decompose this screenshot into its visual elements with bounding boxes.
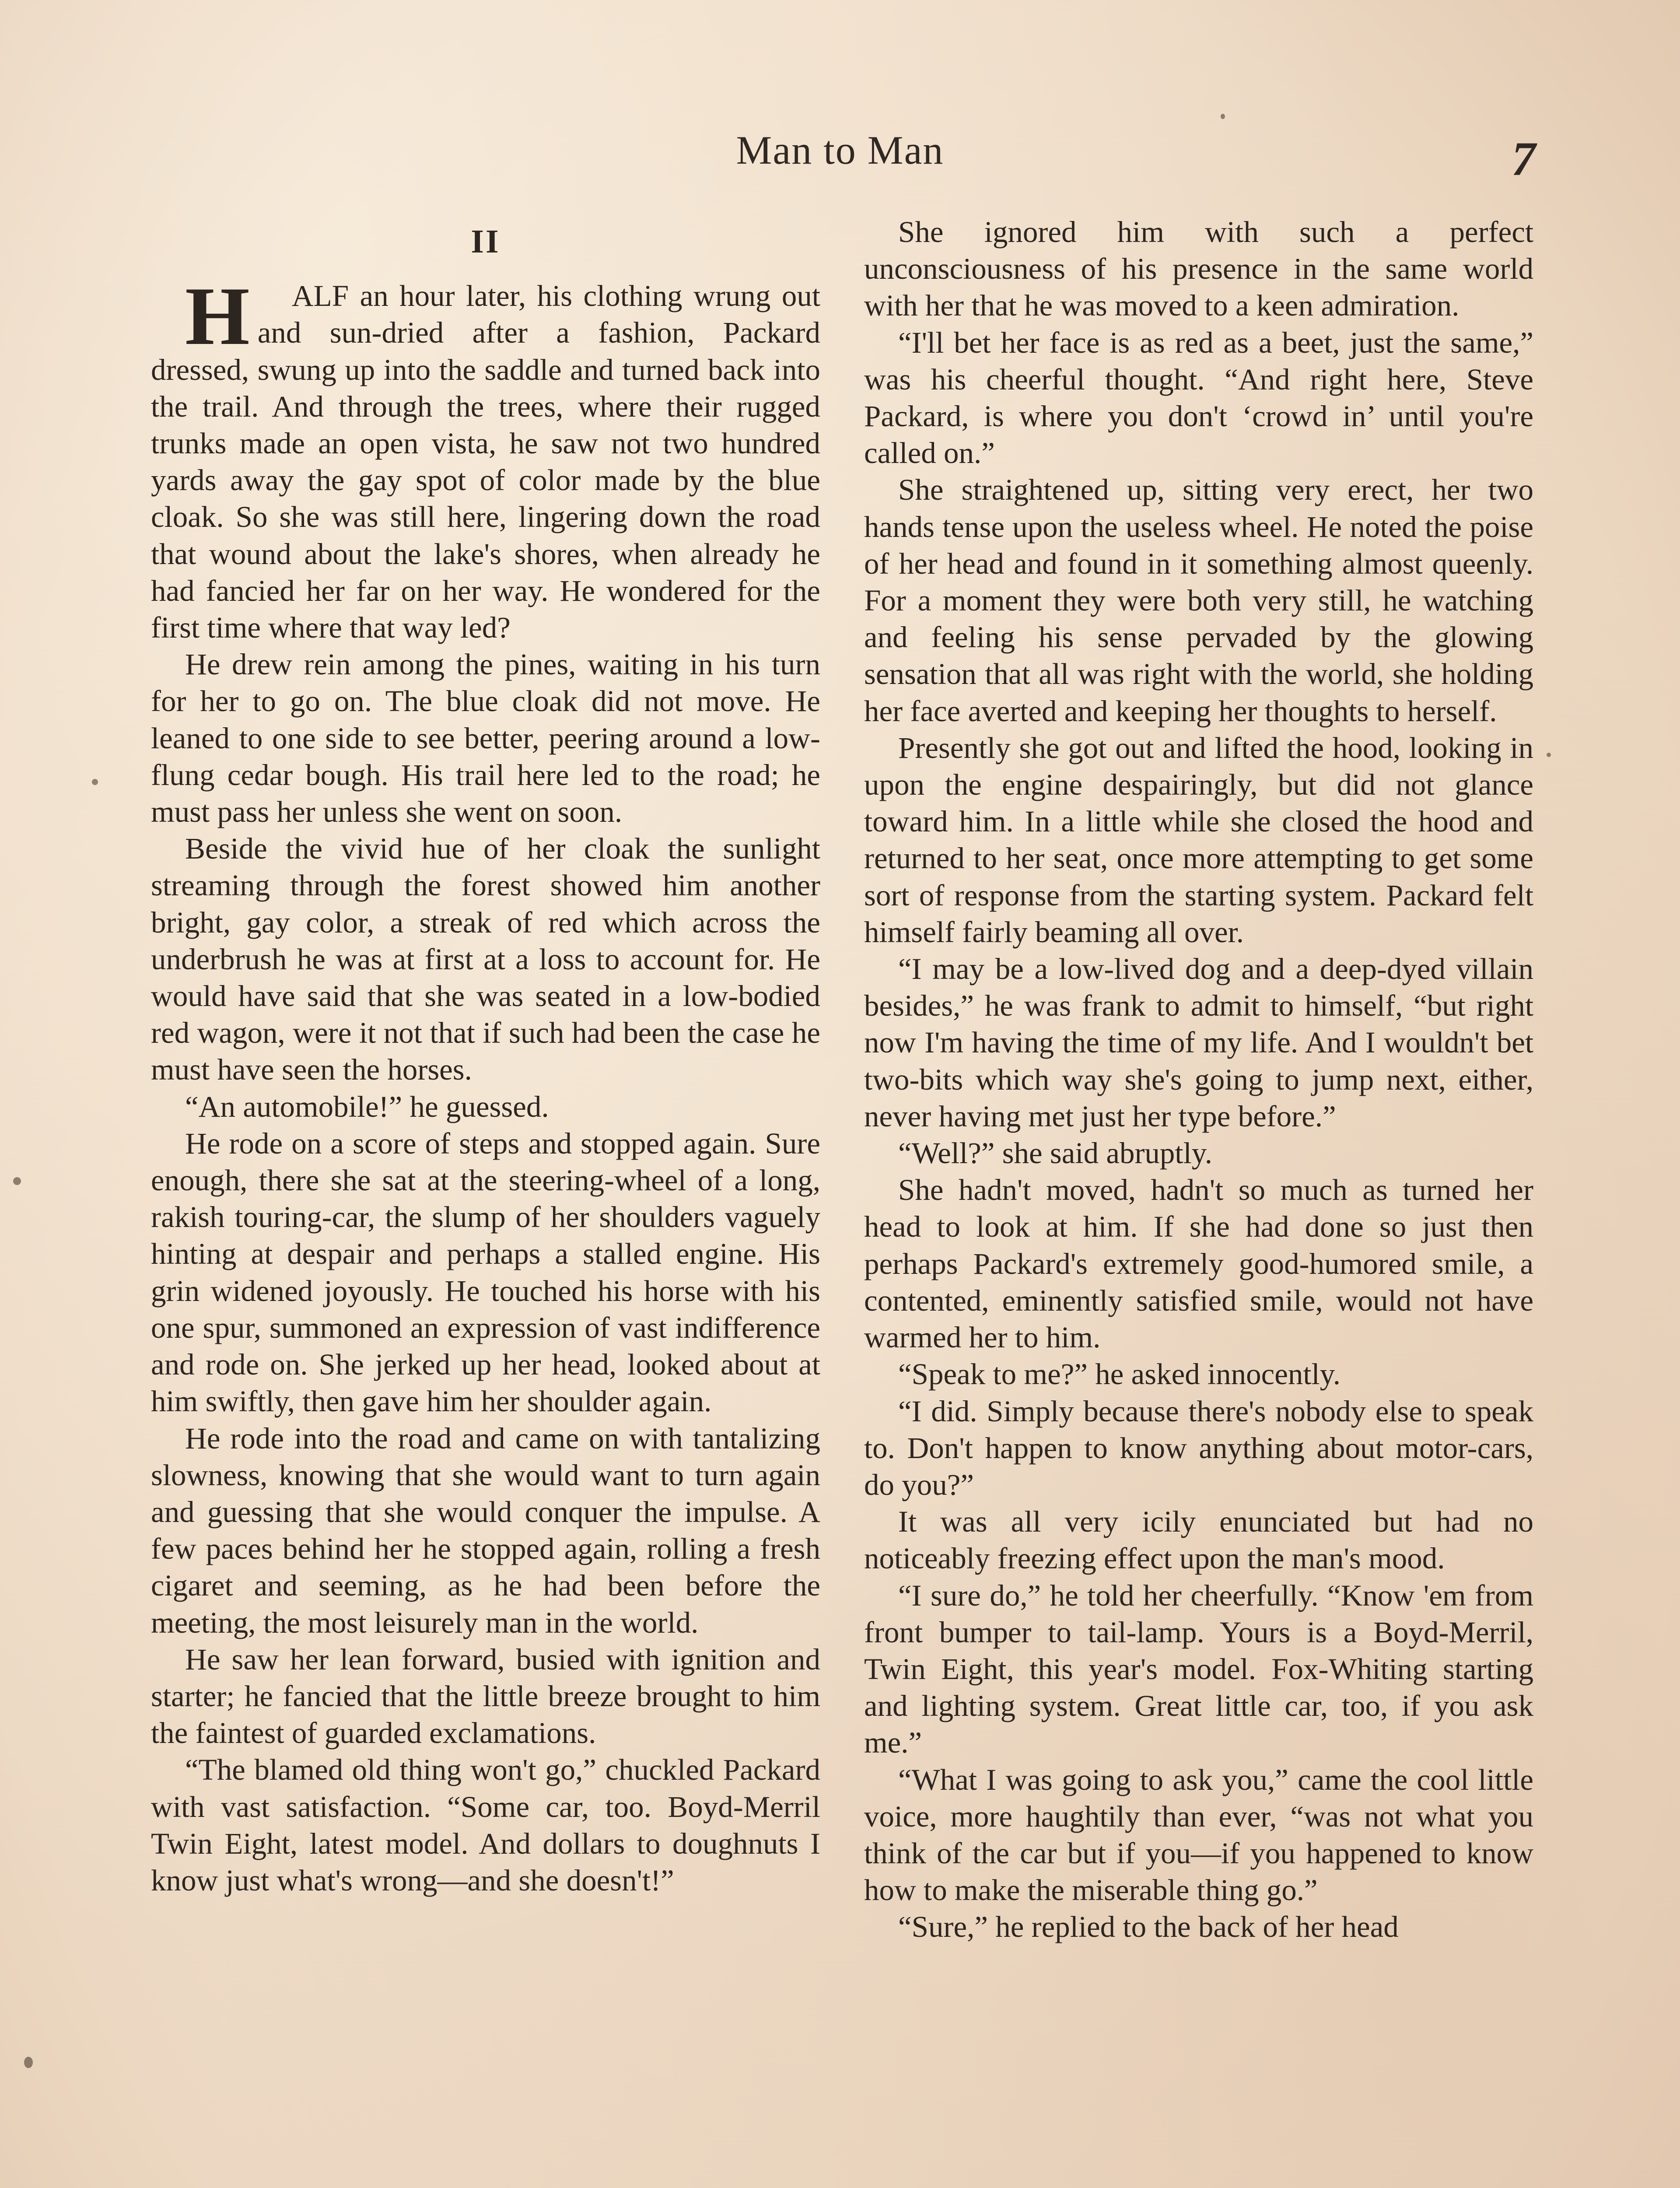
paper-speck — [24, 2057, 33, 2068]
paragraph: “What I was going to ask you,” came the cool little voice, more haughtily than ever, “was not what you think of the car but if you—if you happened to know how to make the miserable thing go.” — [864, 1763, 1533, 1907]
paper-speck — [1221, 114, 1225, 119]
paragraph: “Well?” she said abruptly. — [898, 1136, 1213, 1170]
paragraph: “Speak to me?” he asked innocently. — [898, 1357, 1340, 1391]
paragraph: “I may be a low-lived dog and a deep-dyed villain besides,” he was frank to admit to himself, “but right now I'm having the time of my life. And I wouldn't bet two-bits which way she's going to jump next, either, never having met just her type before.” — [864, 952, 1533, 1133]
section-number: II — [471, 223, 500, 260]
paragraph — [151, 270, 820, 646]
paper-speck — [13, 1177, 21, 1185]
paragraph: “The blamed old thing won't go,” chuckled Packard with vast satisfaction. “Some car, too. Boyd-Merril Twin Eight, latest model. And dollars to doughnuts I know just what's wrong—and she doesn't!” — [151, 1753, 820, 1897]
paragraph: It was all very icily enunciated but had no noticeably freezing effect upon the man's mood. — [864, 1505, 1533, 1575]
left-column — [151, 214, 820, 1899]
paragraph: “An automobile!” he guessed. — [185, 1090, 549, 1123]
paragraph: “Sure,” he replied to the back of her head — [898, 1910, 1399, 1944]
paragraph: He drew rein among the pines, waiting in his turn for her to go on. The blue cloak did not move. He leaned to one side to see better, peering around a low-flung cedar bough. His trail here led to the road; he must pass her unless she went on soon. — [151, 648, 820, 829]
paragraph: She ignored him with such a perfect unconsciousness of his presence in the same world with her that he was moved to a keen admiration. — [864, 215, 1533, 323]
paper-speck — [1547, 753, 1551, 757]
paragraph: She hadn't moved, hadn't so much as turned her head to look at him. If she had done so just then perhaps Packard's extremely good-humored smile, a contented, eminently satisfied smile, would not have warmed her to him. — [864, 1173, 1533, 1354]
paragraph: He rode on a score of steps and stopped again. Sure enough, there she sat at the steering-wheel of a long, rakish touring-car, the slump of her shoulders vaguely hinting at despair and perhaps a stalled engine. His grin widened joyously. He touched his horse with his one spur, summoned an expression of vast indifference and rode on. She jerked up her head, looked about at him swiftly, then gave him her shoulder again. — [151, 1126, 820, 1418]
paragraph: He rode into the road and came on with tantalizing slowness, knowing that she would want to turn again and guessing that she would conquer the impulse. A few paces behind her he stopped again, rolling a fresh cigaret and seeming, as he had been before the meeting, the most leisurely man in the world. — [151, 1421, 820, 1639]
paragraph: He saw her lean forward, busied with ignition and starter; he fancied that the little breeze brought to him the faintest of guarded exclamations. — [151, 1642, 820, 1750]
paragraph: Presently she got out and lifted the hood, looking in upon the engine despairingly, but did not glance toward him. In a little while she closed the hood and returned to her seat, once more attempting to get some sort of response from the starting system. Packard felt himself fairly beaming all over. — [864, 731, 1533, 949]
paper-speck — [92, 779, 98, 785]
paragraph-text: ALF an hour later, his clothing wrung out and sun-dried after a fashion, Packard dressed, swung up into the saddle and turned back into the trail. And through the trees, where their rugged trunks made an open vista, he saw not two hundred yards away the gay spot of color made by the blue cloak. So she was still here, lingering down the road that wound about the lake's shores, when already he had fancied her far on her way. He wondered for the first time where that way led? — [151, 279, 820, 645]
page-number: 7 — [1512, 132, 1536, 186]
paragraph: “I sure do,” he told her cheerfully. “Know 'em from front bumper to tail-lamp. Yours is a Boyd-Merril, Twin Eight, this year's model. Fox-Whiting starting and lighting system. Great little car, too, if you ask me.” — [864, 1578, 1533, 1760]
paragraph: “I did. Simply because there's nobody else to speak to. Don't happen to know anything about motor-cars, do you?” — [864, 1394, 1533, 1501]
right-column — [864, 214, 1533, 1946]
paragraph: Beside the vivid hue of her cloak the sunlight streaming through the forest showed him another bright, gay color, a streak of red which across the underbrush he was at first at a loss to account for. He would have said that she was seated in a low-bodied red wagon, were it not that if such had been the case he must have seen the horses. — [151, 832, 820, 1087]
paragraph: “I'll bet her face is as red as a beet, just the same,” was his cheerful thought. “And right here, Steve Packard, is where you don't ‘crowd in’ until you're called on.” — [864, 326, 1533, 470]
paragraph: She straightened up, sitting very erect, her two hands tense upon the useless wheel. He noted the poise of her head and found in it something almost queenly. For a moment they were both very still, he watching and feeling his sense pervaded by the glowing sensation that all was right with the world, she holding her face averted and keeping her thoughts to herself. — [864, 473, 1533, 728]
drop-cap: H — [185, 270, 250, 363]
running-title: Man to Man — [736, 128, 944, 172]
